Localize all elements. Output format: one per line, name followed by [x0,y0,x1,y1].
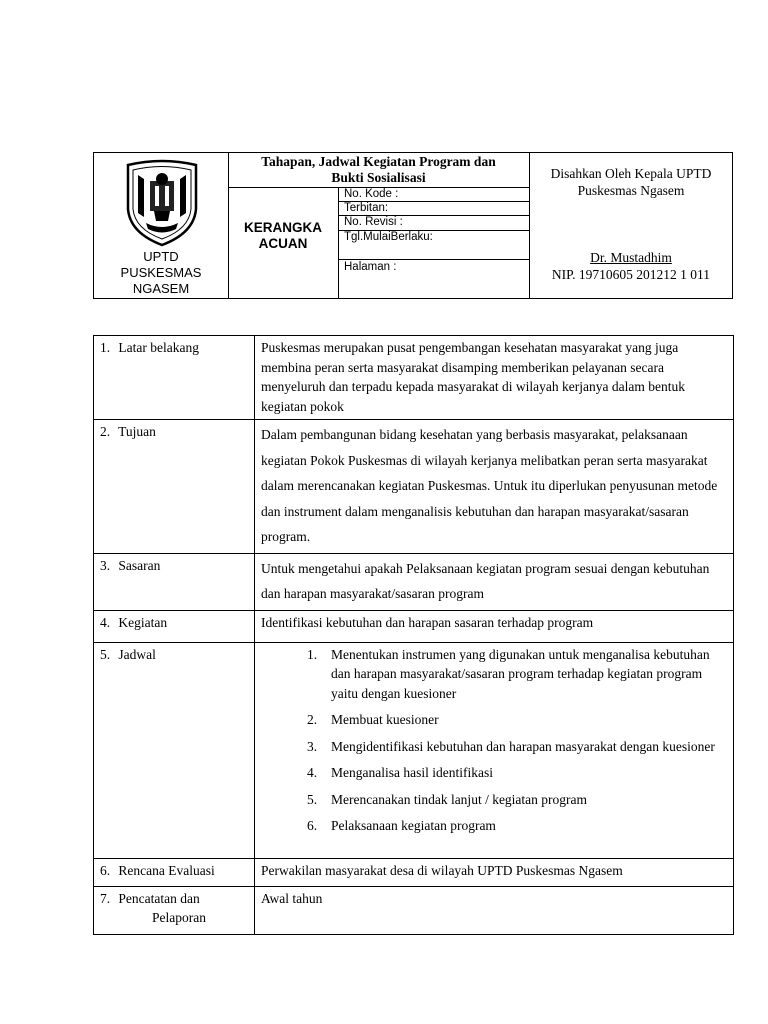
list-item-text: Pelaksanaan kegiatan program [331,818,496,833]
list-item-text: Membuat kuesioner [331,712,439,727]
list-item-number: 6. [307,818,318,833]
org-line: NGASEM [132,281,190,296]
list-item [307,790,727,810]
row-label-text: Pencatatan dan [118,890,200,906]
document-header [93,152,733,299]
document-title [228,153,529,186]
list-item-text: Mengidentifikasi kebutuhan dan harapan masyarakat dengan kuesioner [331,738,715,754]
document-type-line: KERANGKA [243,220,322,235]
approval-by [530,165,732,199]
row-number: 5. [100,646,111,662]
row-content: Identifikasi kebutuhan dan harapan sasaran terhadap program [255,610,734,642]
row-label [94,886,255,934]
list-item-number: 1. [307,646,318,662]
organization-name [94,249,228,297]
list-item [307,763,727,783]
document-meta [339,188,530,298]
table-row [94,420,734,554]
row-label [94,858,255,886]
row-content: Perwakilan masyarakat desa di wilayah UPTD Puskesmas Ngasem [255,858,734,886]
list-item-text: Menganalisa hasil identifikasi [331,765,493,780]
logo-cell [94,153,229,298]
approval-line: Puskesmas Ngasem [577,183,685,198]
approver-name: Dr. Mustadhim [590,250,672,265]
list-item-number: 3. [307,738,318,754]
row-content: Untuk mengetahui apakah Pelaksanaan kegiatan program sesuai dengan kebutuhan dan harapan masyarakat/sasaran program [255,553,734,610]
row-label [94,610,255,642]
row-label [94,420,255,554]
regency-emblem-icon [124,159,200,247]
list-item [307,710,727,730]
row-label-text: Sasaran [118,557,161,573]
row-label [94,336,255,420]
row-number: 4. [100,614,111,630]
approval-line: Disahkan Oleh Kepala UPTD [550,166,712,181]
table-row [94,553,734,610]
meta-no-kode: No. Kode : [339,188,529,202]
row-content: Puskesmas merupakan pusat pengembangan kesehatan masyarakat yang juga membina peran serta masyarakat disamping memberikan pelayanan secara menyeluruh dan terpadu kepada masyarakat di wilayah kerjanya dalam bentuk kegiatan pokok [255,336,734,420]
schedule-list [261,645,727,836]
row-label-text: Kegiatan [118,614,168,630]
table-row [94,336,734,420]
row-label-text: Pelaporan [152,910,206,925]
list-item [307,816,727,836]
title-line: Tahapan, Jadwal Kegiatan Program dan [261,154,496,169]
title-cell [228,153,530,188]
row-number: 2. [100,424,111,439]
row-label-text: Rencana Evaluasi [118,862,215,878]
list-item-text: Merencanakan tindak lanjut / kegiatan program [331,791,588,807]
row-number: 1. [100,340,111,355]
row-label-text: Tujuan [118,424,156,439]
row-number: 3. [100,557,111,573]
document-type-cell [228,188,339,298]
approver-nip: NIP. 19710605 201212 1 011 [551,267,711,282]
row-content: Awal tahun [255,886,734,934]
table-row [94,610,734,642]
row-number: 6. [100,862,111,878]
row-label [94,553,255,610]
row-number: 7. [100,890,111,906]
row-label-text: Latar belakang [118,340,199,355]
title-line: Bukti Sosialisasi [331,170,426,185]
table-row [94,858,734,886]
list-item [307,737,727,757]
list-item-number: 4. [307,765,318,780]
row-content: Dalam pembangunan bidang kesehatan yang berbasis masyarakat, pelaksanaan kegiatan Pokok Puskesmas di wilayah kerjanya melibatkan peran serta masyarakat dalam merencanakan kegiatan Puskesmas. Untuk itu diperlukan penyusunan metode dan instrument dalam menganalisis kebutuhan dan harapan masyarakat/sasaran program. [255,420,734,554]
document-type-line: ACUAN [258,236,308,251]
list-item-number: 2. [307,712,318,727]
table-row [94,886,734,934]
table-row [94,642,734,858]
row-label [94,642,255,858]
document-type [228,220,338,252]
content-table [93,335,734,935]
row-label-text: Jadwal [118,646,156,662]
list-item-text: Menentukan instrumen yang digunakan untuk menganalisa kebutuhan dan harapan masyarakat/sasaran program terhadap kegiatan program yaitu dengan kuesioner [331,646,710,701]
meta-terbitan: Terbitan: [339,202,529,216]
meta-no-revisi: No. Revisi : [339,216,529,231]
approval-block [530,153,732,298]
org-line: UPTD [143,249,179,264]
meta-tgl-mulai-berlaku: Tgl.MulaiBerlaku: [339,231,529,260]
row-content [255,642,734,858]
list-item-number: 5. [307,791,318,807]
meta-halaman: Halaman : [344,261,397,273]
org-line: PUSKESMAS [120,265,202,280]
list-item [307,645,727,704]
